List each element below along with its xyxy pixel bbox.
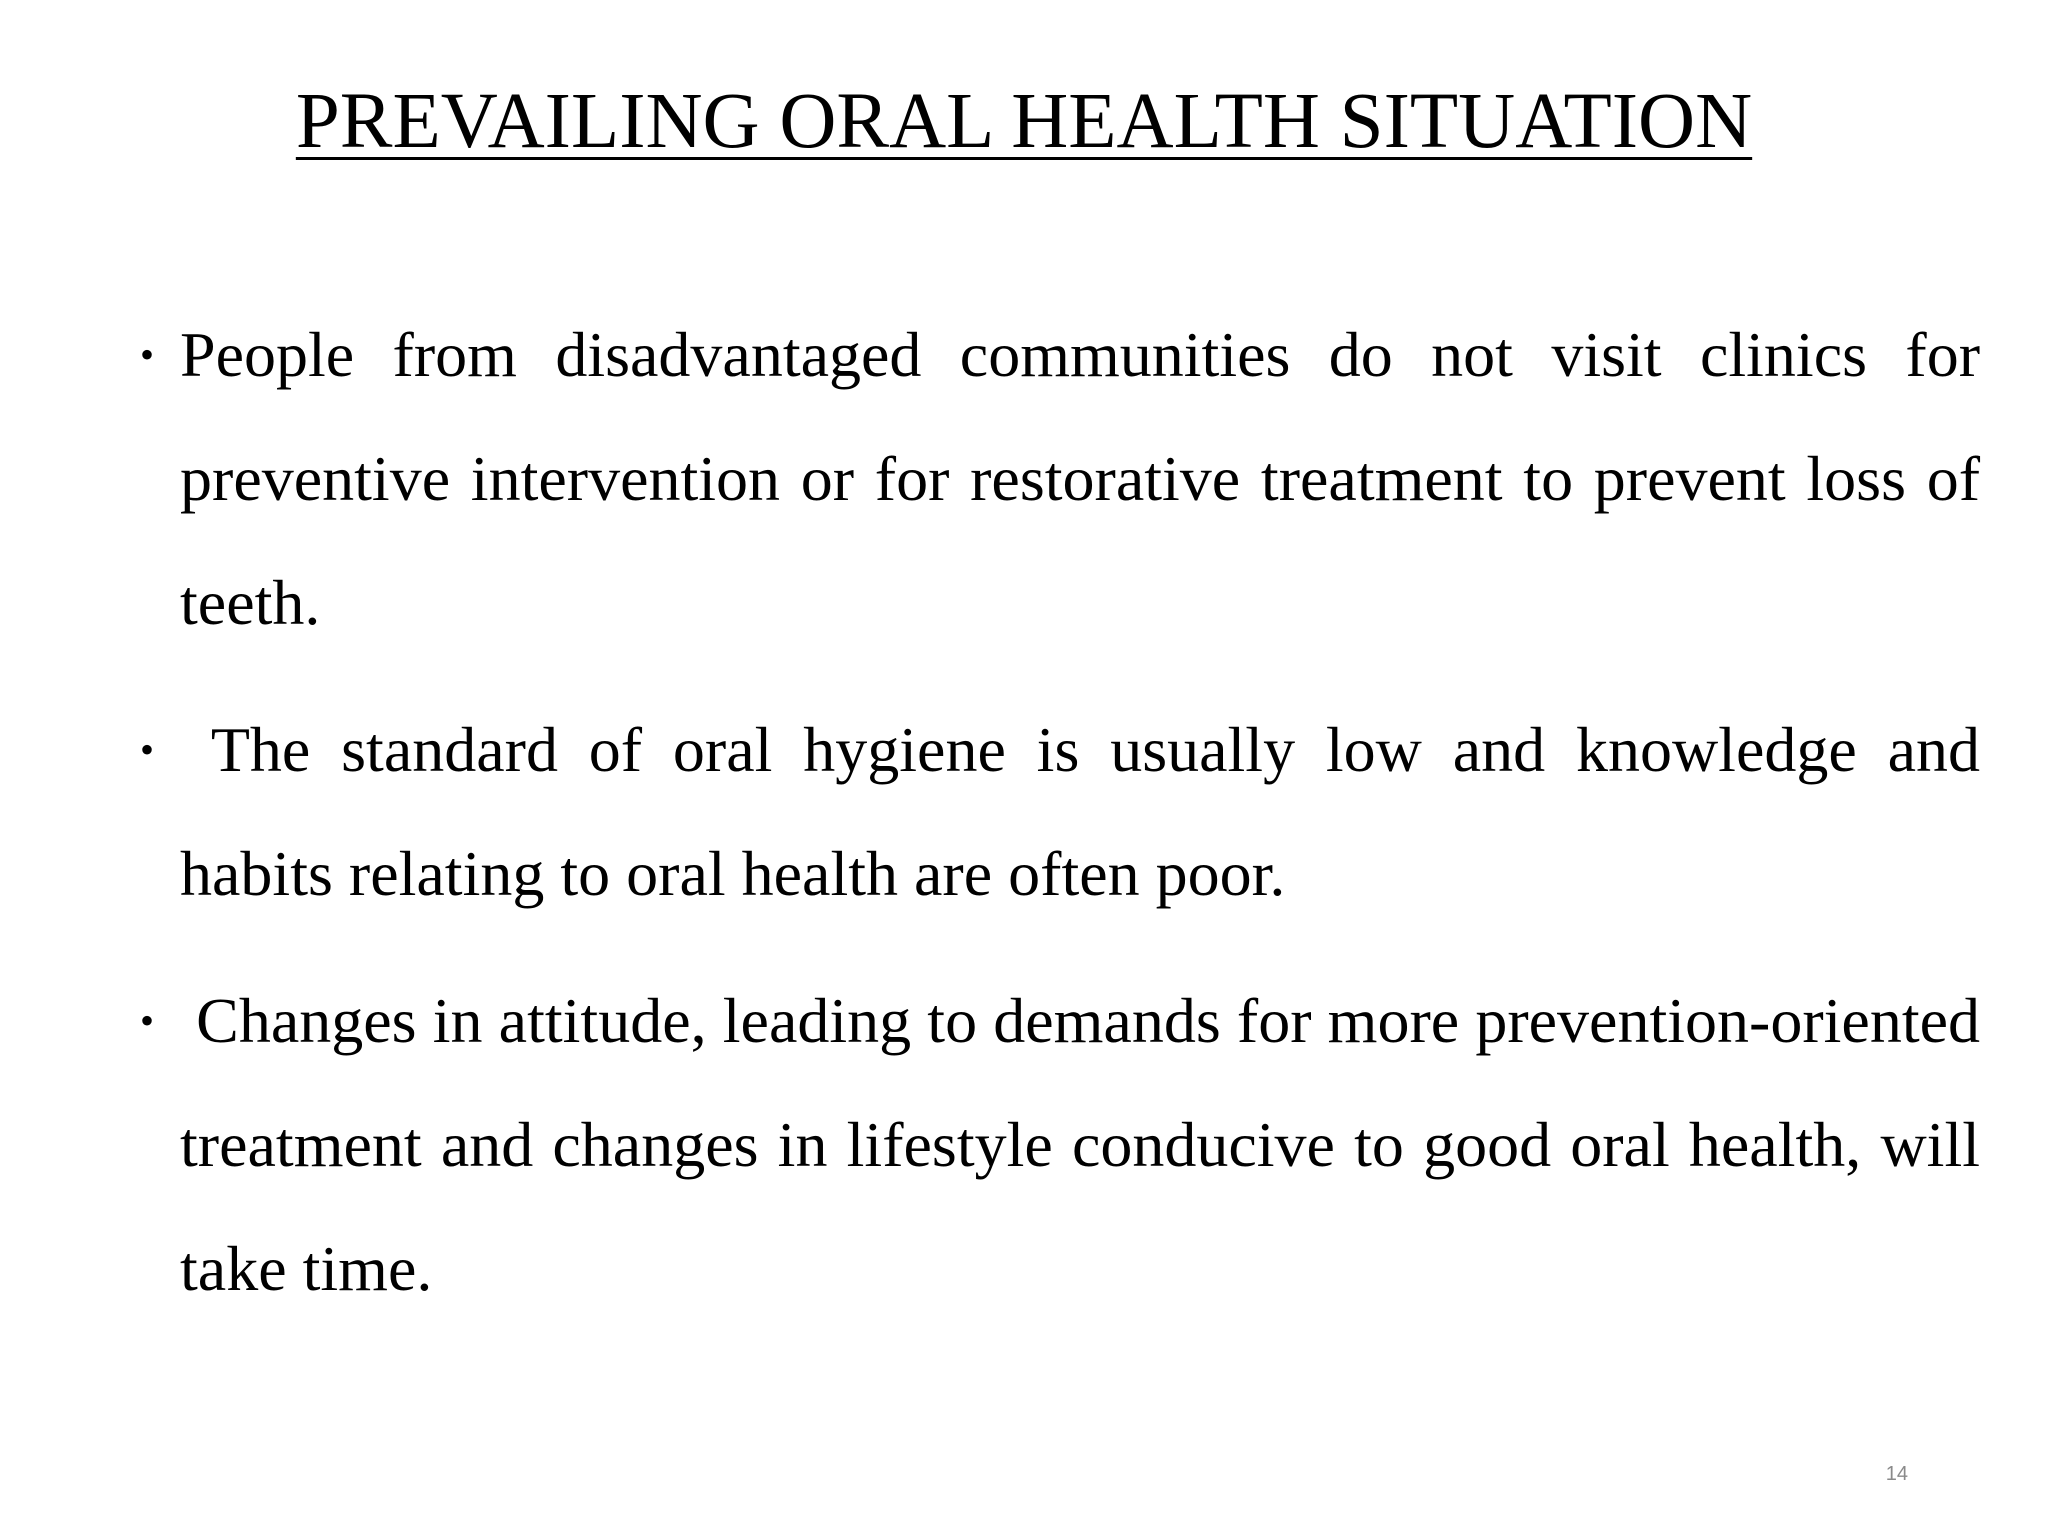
bullet-list (140, 293, 1997, 1354)
bullet-text: People from disadvantaged communities do not visit clinics for preventive intervention or for restorative treatment to prevent loss of teeth. (180, 319, 1980, 638)
bullet-item (140, 959, 1996, 1331)
bullet-item (140, 688, 1997, 936)
page-number: 14 (1885, 1463, 1908, 1485)
bullet-text: Changes in attitude, leading to demands for more prevention-oriented treatment and changes in lifestyle conducive to good oral health, will take time. (180, 985, 1996, 1304)
slide-title (0, 72, 2048, 172)
slide-title-text: PREVAILING ORAL HEALTH SITUATION (295, 78, 1753, 165)
bullet-marker: • (140, 727, 155, 772)
bullet-text: The standard of oral hygiene is usually low and knowledge and habits relating to oral health are often poor. (180, 714, 1997, 909)
bullet-marker: • (140, 332, 155, 377)
bullet-item (140, 293, 1980, 665)
bullet-marker: • (140, 998, 155, 1043)
